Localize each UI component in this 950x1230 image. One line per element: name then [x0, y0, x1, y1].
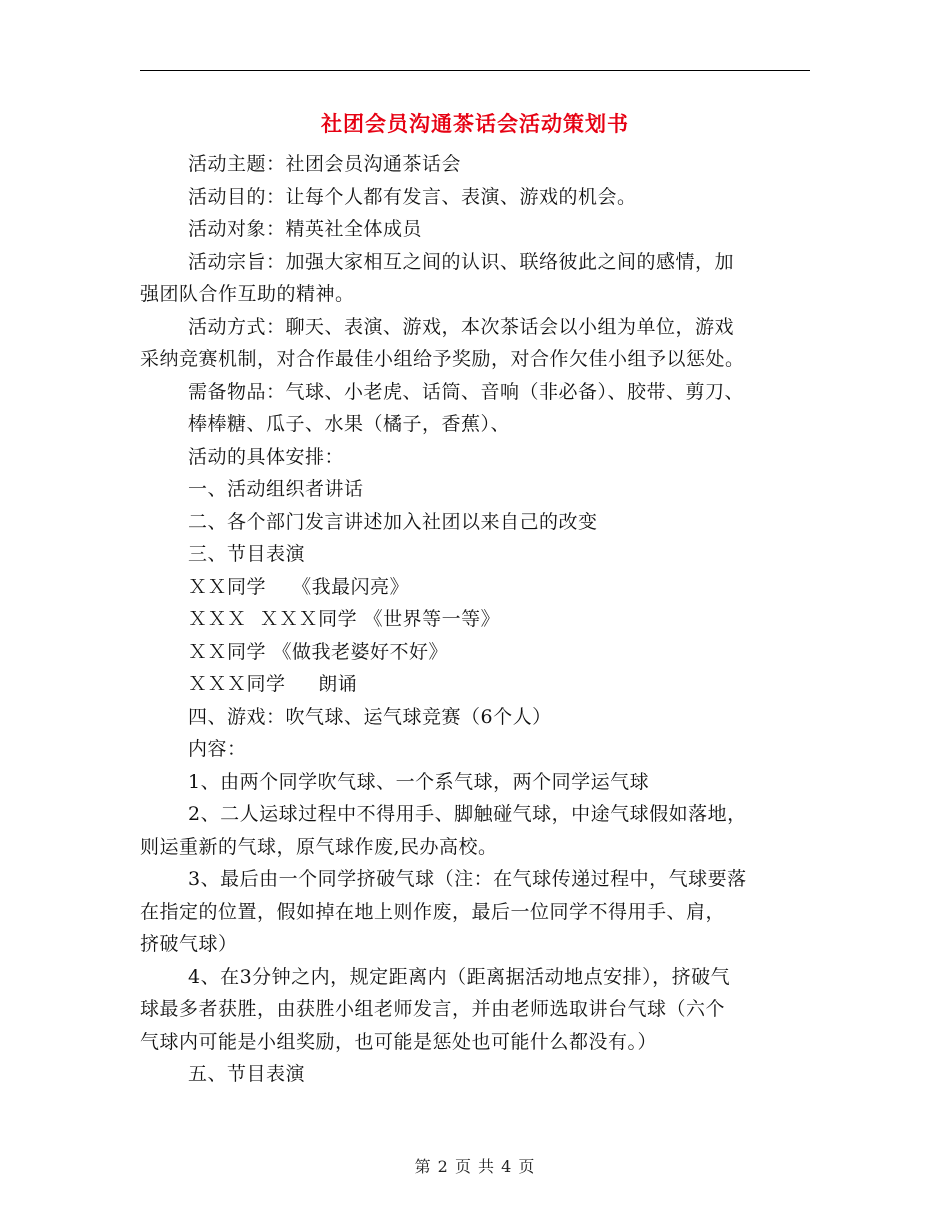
header-rule [140, 70, 810, 71]
paragraph-line: 气球内可能是小组奖励，也可能是惩处也可能什么都没有。） [140, 1030, 658, 1053]
paragraph-line: 一、活动组织者讲话 [188, 478, 364, 500]
paragraph-line: 三、节目表演 [188, 543, 306, 565]
paragraph-line: 四、游戏：吹气球、运气球竞赛（6个人） [188, 705, 552, 728]
paragraph-line: 活动主题：社团会员沟通茶话会 [188, 153, 462, 175]
paragraph-line: 1、由两个同学吹气球、一个系气球，两个同学运气球 [188, 770, 650, 793]
paragraph-line: 内容： [188, 738, 247, 760]
paragraph-line: 棒棒糖、瓜子、水果（橘子，香蕉）、 [188, 413, 511, 435]
paragraph-line: 活动的具体安排： [188, 445, 345, 468]
paragraph-line: 活动方式：聊天、表演、游戏，本次茶话会以小组为单位，游戏 [188, 315, 735, 338]
paragraph-line: 需备物品：气球、小老虎、话筒、音响（非必备）、胶带、剪刀、 [188, 380, 745, 403]
document-title: 社团会员沟通茶话会活动策划书 [321, 111, 629, 136]
paragraph-line: 活动宗旨：加强大家相互之间的认识、联络彼此之间的感情，加 [188, 250, 735, 273]
paragraph-line: 强团队合作互助的精神。 [140, 283, 355, 305]
paragraph-line: 在指定的位置，假如掉在地上则作废，最后一位同学不得用手、肩， [140, 900, 726, 923]
paragraph-line: ＸＸＸ ＸＸＸ同学 《世界等一等》 [188, 608, 501, 630]
paragraph-line: ＸＸ同学 《做我老婆好不好》 [188, 640, 449, 663]
paragraph-line: 采纳竞赛机制，对合作最佳小组给予奖励，对合作欠佳小组予以惩处。 [140, 348, 745, 370]
paragraph-line: 活动对象：精英社全体成员 [188, 218, 423, 240]
paragraph-line: 3、最后由一个同学挤破气球（注：在气球传递过程中，气球要落 [188, 868, 747, 890]
paragraph-line: 五、节目表演 [188, 1063, 306, 1085]
page-number: 第 2 页 共 4 页 [414, 1157, 536, 1176]
paragraph-line: ＸＸＸ同学 朗诵 [188, 673, 358, 695]
paragraph-line: ＸＸ同学 《我最闪亮》 [188, 575, 410, 598]
document-body [140, 148, 810, 1091]
paragraph-line: 球最多者获胜，由获胜小组老师发言，并由老师选取讲台气球（六个 [140, 998, 726, 1020]
paragraph-line: 2、二人运球过程中不得用手、脚触碰气球，中途气球假如落地， [188, 803, 747, 825]
paragraph-line: 二、各个部门发言讲述加入社团以来自己的改变 [188, 510, 598, 533]
paragraph-line: 4、在3分钟之内，规定距离内（距离据活动地点安排），挤破气 [188, 965, 731, 988]
paragraph-line: 挤破气球） [140, 933, 238, 955]
paragraph-line: 活动目的：让每个人都有发言、表演、游戏的机会。 [188, 185, 637, 208]
paragraph-line: 则运重新的气球，原气球作废,民办高校。 [140, 835, 498, 858]
